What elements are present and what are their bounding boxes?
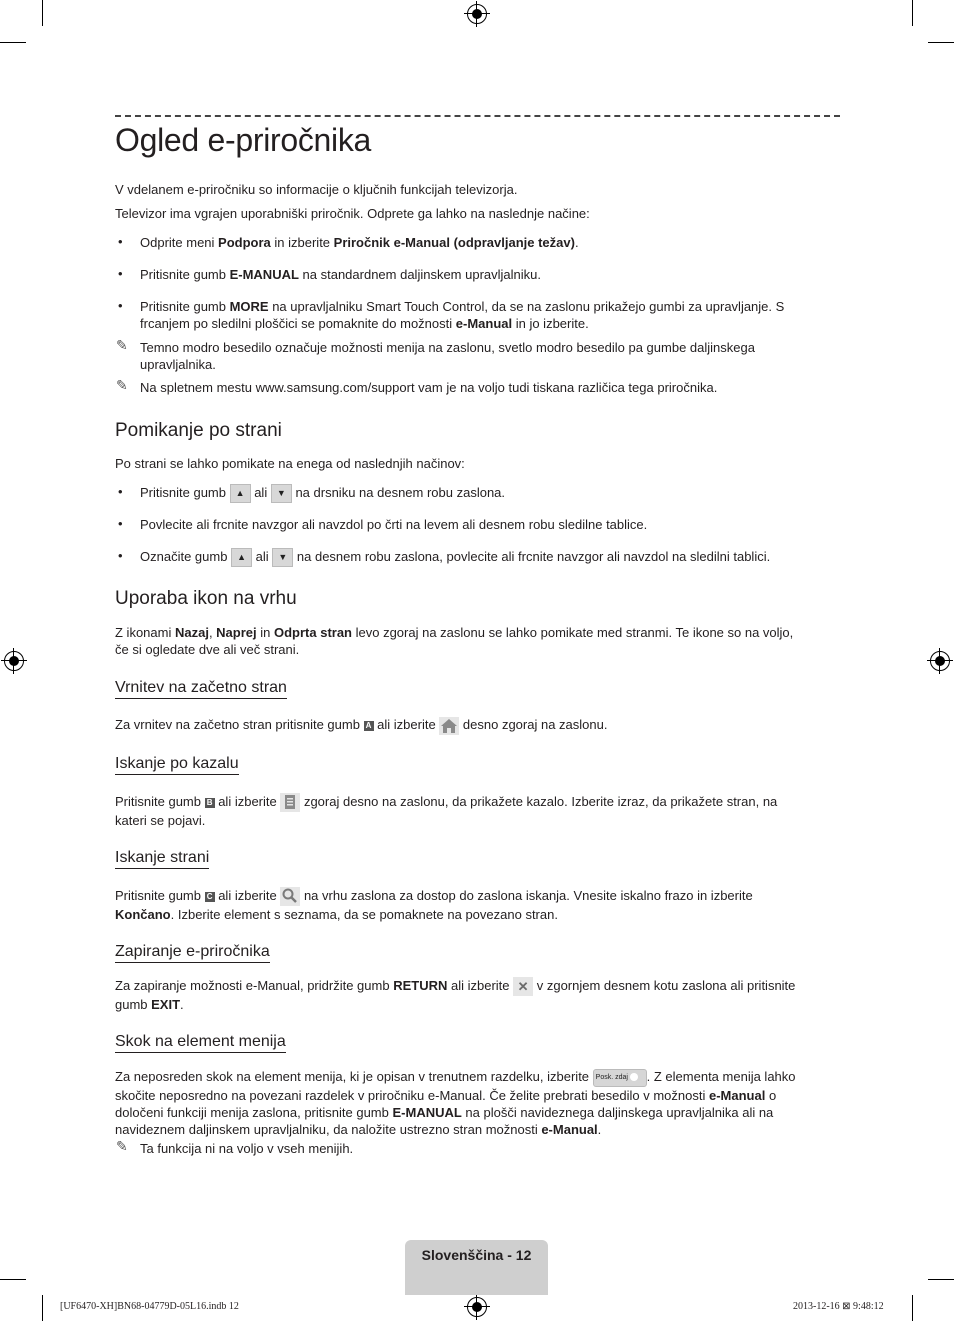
open-bullet-3: Pritisnite gumb MORE na upravljalniku Smart Touch Control, da se na zaslonu prikažejo gumbi za upravljanje. S frcanjem po sledilni ploščici se pomaknite do možnosti e-Manual in jo izberite. <box>140 299 785 331</box>
bullet-icon: • <box>118 266 123 281</box>
note-2: Na spletnem mestu www.samsung.com/support vam je na voljo tudi tiskana različica tega priročnika. <box>140 380 718 395</box>
close-icon: ✕ <box>513 977 533 996</box>
sub-heading-search: Iskanje strani <box>115 848 209 869</box>
open-bullet-2: Pritisnite gumb E-MANUAL na standardnem daljinskem upravljalniku. <box>140 267 541 282</box>
registration-mark-icon <box>930 651 950 671</box>
play-icon <box>630 1073 638 1081</box>
bullet-icon: • <box>118 298 123 313</box>
scroll-bullet-3: Označite gumb ▲ ali ▼ na desnem robu zaslona, povlecite ali frcnite navzgor ali navzdol na sledilni tablici. <box>140 548 770 567</box>
down-arrow-icon: ▼ <box>272 548 293 567</box>
sub-heading-close: Zapiranje e-priročnika <box>115 942 270 963</box>
bullet-icon: • <box>118 548 123 563</box>
scroll-intro: Po strani se lahko pomikate na enega od naslednjih načinov: <box>115 456 465 471</box>
crop-mark <box>912 1295 913 1321</box>
intro-1: V vdelanem e-priročniku so informacije o ključnih funkcijah televizorja. <box>115 182 518 197</box>
jump-note: Ta funkcija ni na voljo v vseh menijih. <box>140 1141 354 1156</box>
b-key-icon: B <box>205 798 215 808</box>
search-paragraph: Pritisnite gumb C ali izberite na vrhu zaslona za dostop do zaslona iskanja. Vnesite iskalno frazo in izberite Končano. Izberite element s seznama, da se pomaknete na povezano stran. <box>115 888 753 923</box>
close-paragraph: Za zapiranje možnosti e-Manual, pridržite gumb RETURN ali izberite ✕ v zgornjem desnem kotu zaslona ali pritisnite gumb EXIT. <box>115 978 796 1013</box>
jump-paragraph: Za neposreden skok na element menija, ki je opisan v trenutnem razdelku, izberite Posk. zdaj . Z elementa menija lahko skočite neposredno na povezani razdelek v priročniku e-Manual. Če želite prebrati besedilo v možnosti e-Manual o določeni funkciji menija zaslona, pritisnite gumb E-MANUAL na plošči navideznega daljinskega upravljalnika ali na navideznem daljinskem upravljalniku, da naložite ustrezno stran možnosti e-Manual. <box>115 1069 796 1137</box>
home-paragraph: Za vrnitev na začetno stran pritisnite gumb A ali izberite desno zgoraj na zaslonu. <box>115 716 607 735</box>
bullet-icon: • <box>118 234 123 249</box>
sub-heading-jump: Skok na element menija <box>115 1032 286 1053</box>
down-arrow-icon: ▼ <box>271 484 292 503</box>
bullet-icon: • <box>118 484 123 499</box>
index-paragraph: Pritisnite gumb B ali izberite zgoraj desno na zaslonu, da prikažete kazalo. Izberite izraz, da prikažete stran, na kateri se pojavi. <box>115 794 778 829</box>
registration-mark-icon <box>467 1297 487 1317</box>
note-icon: ✎ <box>116 337 128 353</box>
registration-mark-icon <box>4 651 24 671</box>
sub-heading-index: Iskanje po kazalu <box>115 754 239 775</box>
crop-mark <box>42 1295 43 1321</box>
intro-2: Televizor ima vgrajen uporabniški priročnik. Odprete ga lahko na naslednje načine: <box>115 206 590 221</box>
sub-heading-home: Vrnitev na začetno stran <box>115 678 287 699</box>
icons-paragraph: Z ikonami Nazaj, Naprej in Odprta stran levo zgoraj na zaslonu se lahko pomikate med stranmi. Te ikone so na voljo, če si ogledate dve ali več strani. <box>115 625 794 657</box>
note-icon: ✎ <box>116 1138 128 1154</box>
page-number-tab <box>405 1240 548 1295</box>
crop-mark <box>928 42 954 43</box>
home-icon <box>439 717 459 735</box>
try-now-button: Posk. zdaj <box>593 1069 647 1087</box>
a-key-icon: A <box>364 721 374 731</box>
index-icon <box>280 793 300 812</box>
scroll-bullet-2: Povlecite ali frcnite navzgor ali navzdol po črti na levem ali desnem robu sledilne tablice. <box>140 517 648 532</box>
print-file-info: [UF6470-XH]BN68-04779D-05L16.indb 12 <box>60 1301 239 1312</box>
up-arrow-icon: ▲ <box>231 548 252 567</box>
crop-mark <box>0 1279 26 1280</box>
bullet-icon: • <box>118 516 123 531</box>
crop-mark <box>0 42 26 43</box>
section-heading-icons: Uporaba ikon na vrhu <box>115 588 297 609</box>
print-date-info: 2013-12-16 ⊠ 9:48:12 <box>793 1301 884 1312</box>
note-icon: ✎ <box>116 377 128 393</box>
crop-mark <box>42 0 43 26</box>
section-heading-scroll: Pomikanje po strani <box>115 420 282 441</box>
crop-mark <box>928 1279 954 1280</box>
page-number: Slovenščina - 12 <box>421 1247 532 1263</box>
open-bullet-1: Odprite meni Podpora in izberite Priročnik e-Manual (odpravljanje težav). <box>140 235 579 250</box>
search-icon <box>280 887 300 906</box>
registration-mark-icon <box>467 4 487 24</box>
dashed-rule <box>115 115 840 117</box>
scroll-bullet-1: Pritisnite gumb ▲ ali ▼ na drsniku na desnem robu zaslona. <box>140 484 505 503</box>
crop-mark <box>912 0 913 26</box>
up-arrow-icon: ▲ <box>230 484 251 503</box>
page-title: Ogled e-priročnika <box>115 122 372 158</box>
note-1: Temno modro besedilo označuje možnosti menija na zaslonu, svetlo modro besedilo pa gumbe daljinskega upravljalnika. <box>140 340 755 372</box>
c-key-icon: C <box>205 892 215 902</box>
